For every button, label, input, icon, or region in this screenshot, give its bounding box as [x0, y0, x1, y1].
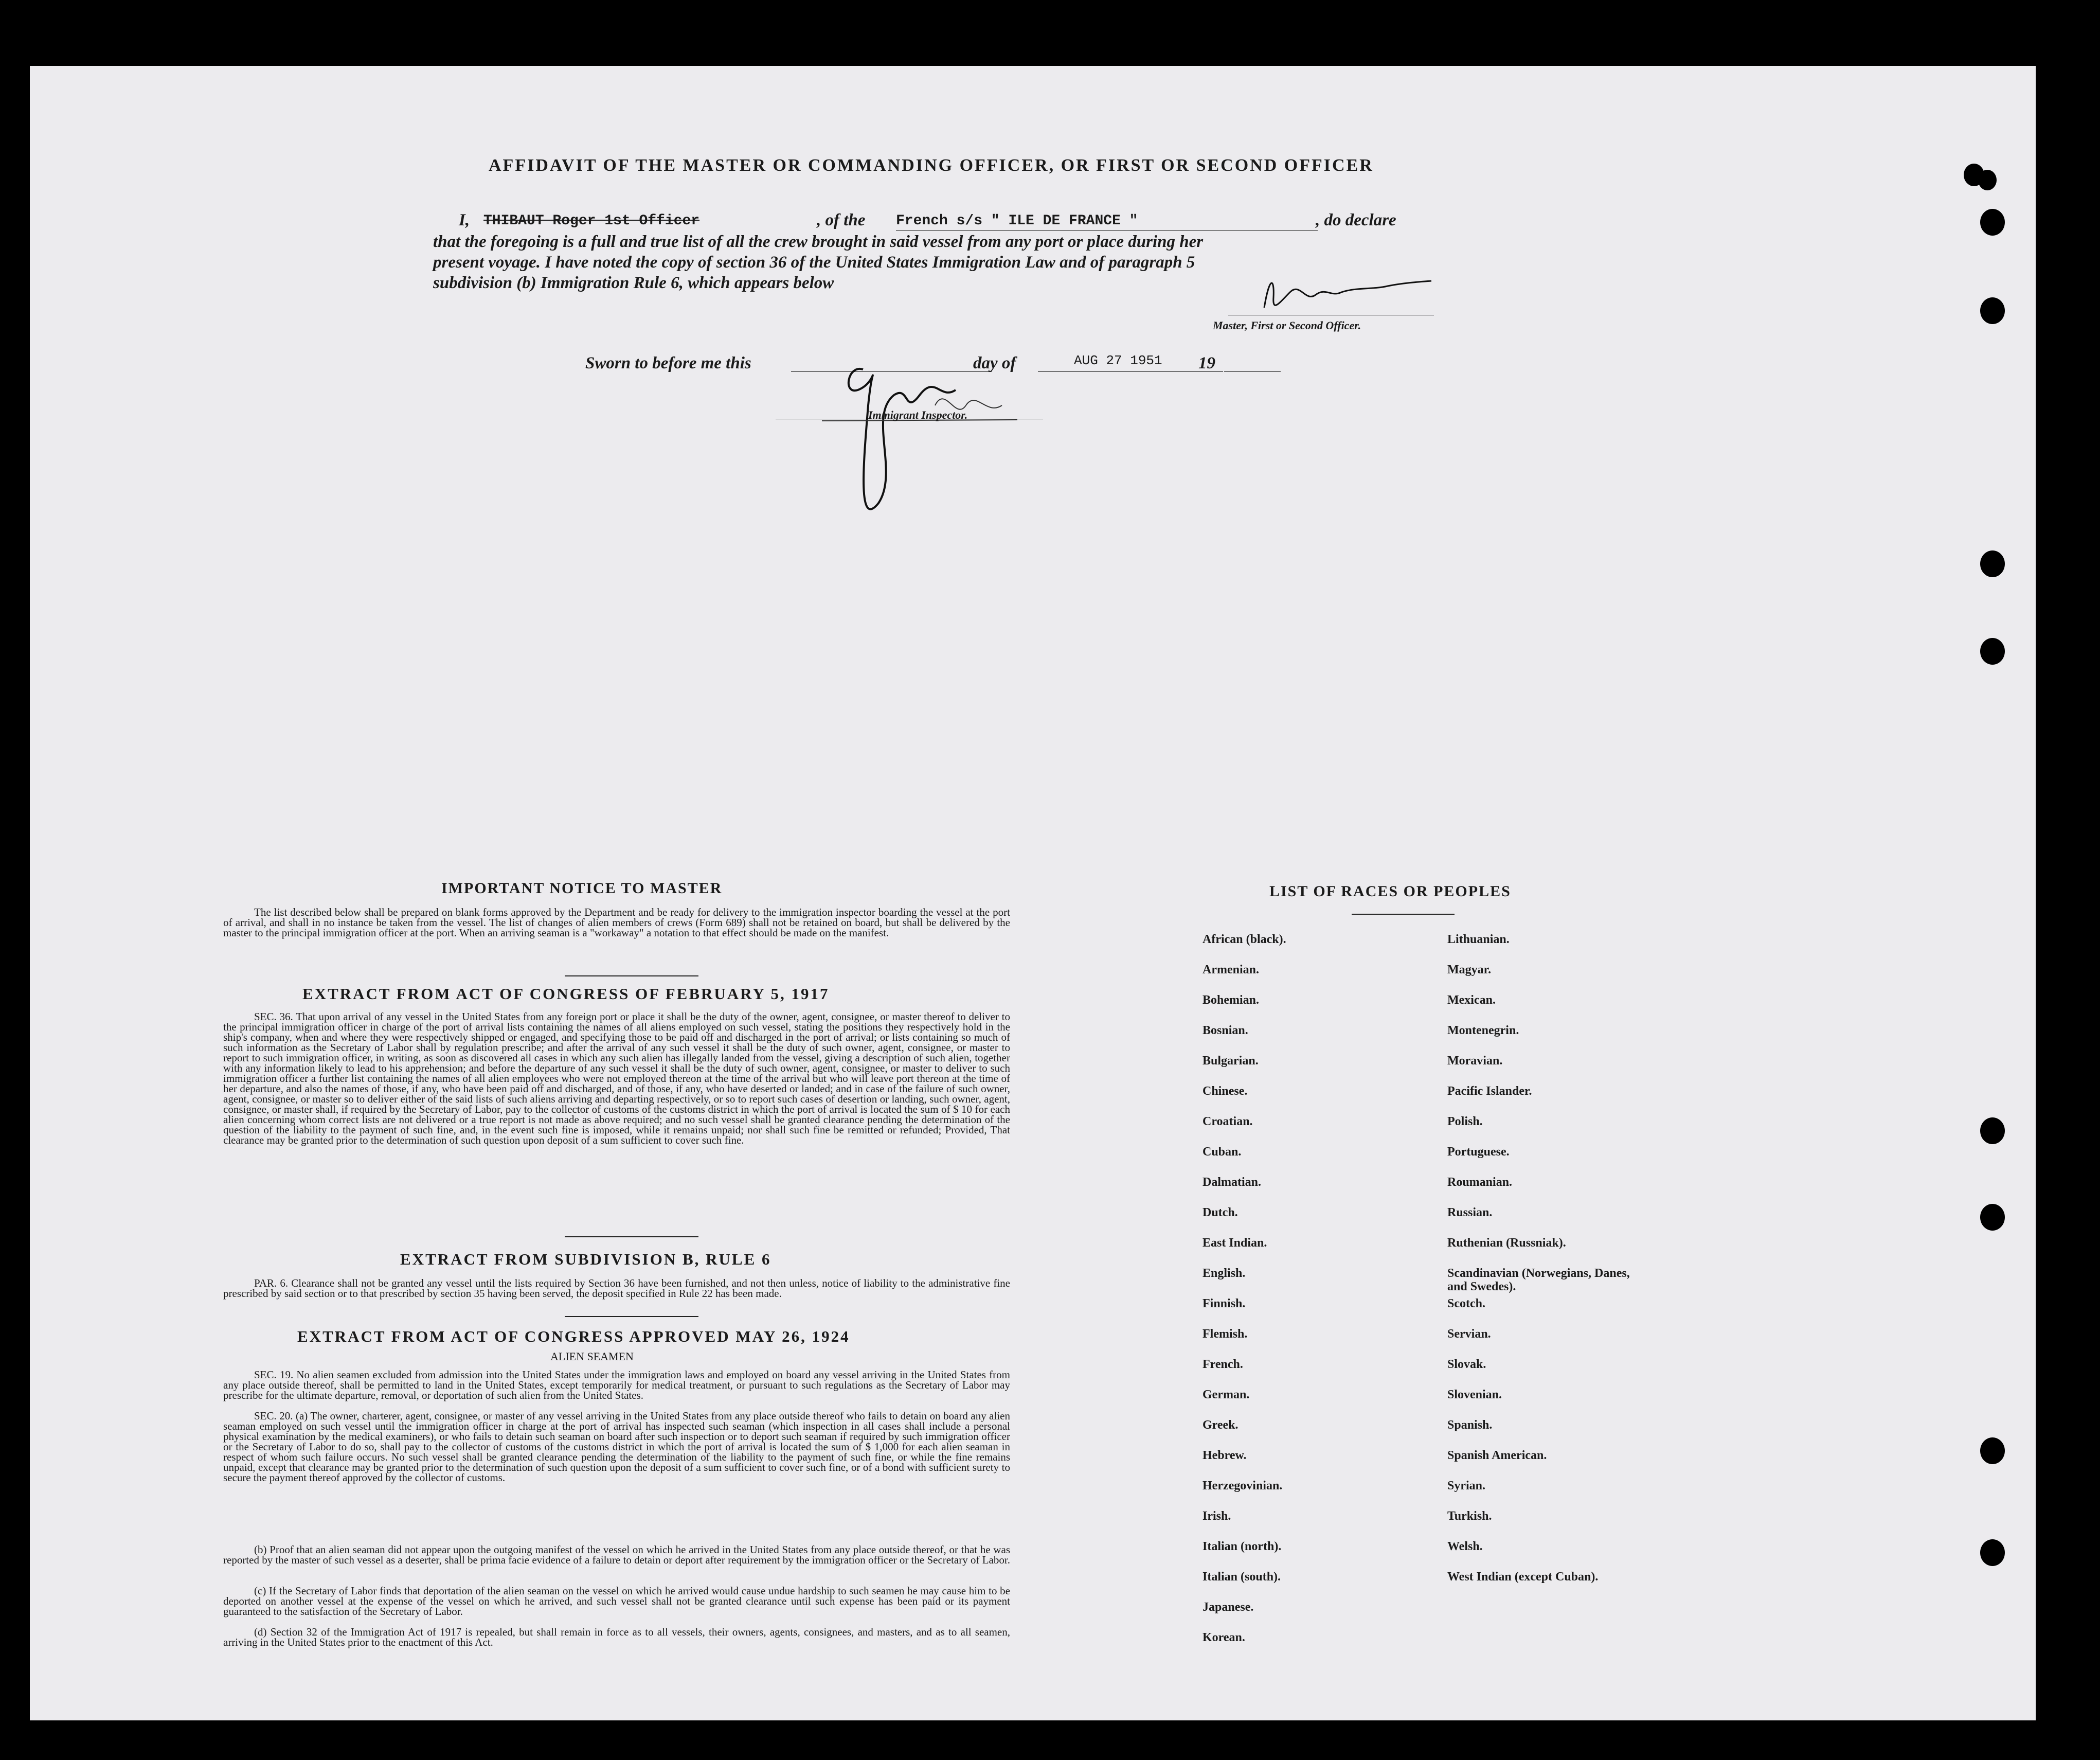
document-page	[30, 66, 2036, 1720]
race-item: Chinese.	[1202, 1085, 1248, 1098]
extract-1924-p2: SEC. 20. (a) The owner, charterer, agent, consignee, or master of any vessel arriving in the United States from any place outside thereof who fails to detain on board any alien seaman employed on such vessel until the immigration officer in charge at the port of arrival has inspected such seaman (which inspection in all cases shall include a personal physical examination by the medical examiners), or who fails to detain such seaman on board after such inspection or to deport such seaman if required by such immigration officer or the Secretary of Labor to do so, shall pay to the collector of customs of the customs district in which the port of arrival is located the sum of $ 1,000 for each alien seaman in respect of whom such failure occurs. No such vessel shall be granted clearance pending the determination of the liability to the payment of such fine, or while the fine remains unpaid, except that clearance may be granted prior to the determination of such question upon the deposit of a sum sufficient to cover such fine, or of a bond with sufficient surety to secure the payment thereof approved by the collector of customs.	[223, 1410, 1010, 1484]
race-item: Spanish.	[1447, 1418, 1493, 1432]
date-stamp: AUG 27 1951	[1074, 353, 1162, 368]
punch-hole	[1980, 1117, 2005, 1144]
race-item: Japanese.	[1202, 1601, 1254, 1614]
notice-rule	[565, 975, 698, 976]
affidavit-line-2: that the foregoing is a full and true list of all the crew brought in said vessel from any port or place during her	[433, 233, 1204, 251]
punch-hole	[1980, 297, 2005, 324]
affidavit-line-4: subdivision (b) Immigration Rule 6, which appears below	[433, 274, 834, 292]
of-the-text: , of the	[817, 211, 866, 229]
punch-hole	[1980, 550, 2005, 577]
race-item: Hebrew.	[1202, 1449, 1247, 1462]
race-item: Dutch.	[1202, 1206, 1238, 1219]
race-item: Korean.	[1202, 1631, 1245, 1644]
extract-1917-title: EXTRACT FROM ACT OF CONGRESS OF FEBRUARY 5, 1917	[302, 985, 830, 1003]
race-item: Polish.	[1447, 1115, 1483, 1128]
race-item: Syrian.	[1447, 1479, 1486, 1492]
race-item: Roumanian.	[1447, 1176, 1513, 1189]
affidavit-line-3: present voyage. I have noted the copy of section 36 of the United States Immigration Law and of paragraph 5	[433, 253, 1195, 272]
race-item: Montenegrin.	[1447, 1024, 1519, 1037]
race-item: Italian (south).	[1202, 1570, 1281, 1584]
race-item: Italian (north).	[1202, 1540, 1282, 1553]
race-item: African (black).	[1202, 933, 1286, 946]
race-item: Cuban.	[1202, 1145, 1242, 1159]
race-item: Welsh.	[1447, 1540, 1483, 1553]
extract-1924-p5: (d) Section 32 of the Immigration Act of 1917 is repealed, but shall remain in force as to all vessels, their owners, agents, consignees, and masters, and as to all seamen, arriving in the United States prior to the enactment of this Act.	[223, 1626, 1010, 1648]
race-item: Bosnian.	[1202, 1024, 1248, 1037]
race-item: German.	[1202, 1388, 1250, 1401]
extract-1924-subtitle: ALIEN SEAMEN	[550, 1350, 634, 1363]
extract-1924-p3: (b) Proof that an alien seaman did not appear upon the outgoing manifest of the vessel on which he arrived in the United States from any place outside thereof, or that he was reported by the master of such vessel as a deserter, shall be prima facie evidence of a failure to detain or deport after requirement by the immigration officer or the Secretary of Labor.	[223, 1543, 1010, 1566]
race-item: Ruthenian (Russniak).	[1447, 1236, 1566, 1250]
race-item: Irish.	[1202, 1509, 1231, 1523]
extract-1924-p1: SEC. 19. No alien seamen excluded from admission into the United States under the immigration laws and employed on board any vessel arriving in the United States from any place outside thereof, shall be permitted to land in the United States, except temporarily for medical treatment, or pursuant to such regulations as the Secretary of Labor may prescribe for the ultimate departure, removal, or deportation of such alien from the United States.	[223, 1368, 1010, 1401]
extract-1924-p4: (c) If the Secretary of Labor finds that deportation of the alien seaman on the vessel on which he arrived would cause undue hardship to such seamen he may cause him to be deported on another vessel at the expense of the vessel on which he arrived, and such vessel shall not be granted clearance until such expense has been paid or its payment guaranteed to the satisfaction of the Secretary of Labor.	[223, 1585, 1010, 1617]
inspector-caption: Immigrant Inspector.	[868, 408, 968, 421]
race-item: Scandinavian (Norwegians, Danes, and Swedes).	[1447, 1267, 1630, 1293]
extract-1917-rule	[565, 1236, 698, 1237]
affidavit-title: AFFIDAVIT OF THE MASTER OR COMMANDING OFFICER, OR FIRST OR SECOND OFFICER	[489, 156, 1374, 175]
race-item: English.	[1202, 1267, 1246, 1280]
race-item: Magyar.	[1447, 963, 1492, 976]
race-item: Bulgarian.	[1202, 1054, 1259, 1068]
extract-1924-title: EXTRACT FROM ACT OF CONGRESS APPROVED MAY 26, 1924	[297, 1327, 850, 1345]
race-item: Pacific Islander.	[1447, 1085, 1532, 1098]
race-item: Servian.	[1447, 1327, 1491, 1341]
race-item: Slovenian.	[1447, 1388, 1502, 1401]
punch-hole	[1980, 638, 2005, 665]
extract-1917-body: SEC. 36. That upon arrival of any vessel in the United States from any foreign port or place it shall be the duty of the owner, agent, consignee, or master thereof to deliver to the principal immigration officer in charge of the port of arrival lists containing the names of all aliens employed on such vessel, stating the positions they respectively hold in the ship's company, when and where they were respectively shipped or engaged, and specifying those to be paid off and discharged in the port of arrival; or lists containing so much of such information as the Secretary of Labor shall by regulation prescribe; and after the arrival of any such vessel it shall be the duty of such owner, agent, consignee, or master to report to such immigration officer, in writing, as soon as discovered all cases in which any such alien has illegally landed from the vessel, giving a description of such alien, together with any information likely to lead to his apprehension; and before the departure of any such vessel it shall be the duty of such owner, agent, consignee, or master to deliver to such immigration officer a further list containing the names of all alien employees who were not employed thereon at the time of the arrival but who will leave port thereon at the time of her departure, and also the names of those, if any, who have been paid off and discharged, and of those, if any, who have deserted or landed; and in case of the failure of such owner, agent, consignee, or master so to deliver either of the said lists of such aliens arriving and departing respectively, or so to report such cases of desertion or landing, such owner, agent, consignee, or master shall, if required by the Secretary of Labor, pay to the collector of customs of the customs district in which the port of arrival is located the sum of $ 10 for each alien concerning whom correct lists are not delivered or a true report is not made as above required; and no such vessel shall be granted clearance pending the determination of the question of the liability to the payment of such fine, and, in the event such fine is imposed, while it remains unpaid; nor shall such fine be remitted or refunded; Provided, That clearance may be granted prior to the determination of such question upon deposit of a sum sufficient to cover such fine.	[223, 1010, 1010, 1146]
vessel-name-typed: French s/s " ILE DE FRANCE "	[896, 213, 1138, 229]
races-rule	[1352, 914, 1455, 915]
officer-caption: Master, First or Second Officer.	[1213, 319, 1361, 332]
rule6-rule	[565, 1316, 698, 1317]
year-prefix: 19	[1198, 354, 1215, 372]
inspector-signature	[801, 333, 1069, 539]
races-title: LIST OF RACES OR PEOPLES	[1269, 883, 1511, 900]
year-line	[1224, 371, 1281, 372]
race-item: Flemish.	[1202, 1327, 1248, 1341]
race-item: Scotch.	[1447, 1297, 1485, 1310]
do-declare-text: , do declare	[1316, 211, 1396, 229]
rule6-title: EXTRACT FROM SUBDIVISION B, RULE 6	[400, 1250, 771, 1268]
race-item: Turkish.	[1447, 1509, 1492, 1523]
race-item: Spanish American.	[1447, 1449, 1547, 1462]
notice-title: IMPORTANT NOTICE TO MASTER	[441, 880, 723, 897]
notice-body: The list described below shall be prepared on blank forms approved by the Department and be ready for delivery to the immigration inspector boarding the vessel at the port of arrival, and shall in no instance be taken from the vessel. The list of changes of alien members of crews (Form 689) shall not be retained on board, but shall be delivered by the master to the principal immigration officer at the port. When an arriving seaman is a "workaway" a notation to that effect should be made on the manifest.	[223, 906, 1010, 939]
punch-hole	[1980, 1539, 2005, 1566]
race-item: Mexican.	[1447, 993, 1496, 1007]
punch-hole	[1978, 170, 1997, 190]
race-item: Armenian.	[1202, 963, 1259, 976]
punch-hole	[1980, 209, 2005, 236]
race-item: Bohemian.	[1202, 993, 1260, 1007]
race-item: Russian.	[1447, 1206, 1493, 1219]
race-item: Dalmatian.	[1202, 1176, 1261, 1189]
race-item: East Indian.	[1202, 1236, 1267, 1250]
race-item: Finnish.	[1202, 1297, 1246, 1310]
race-item: West Indian (except Cuban).	[1447, 1570, 1599, 1584]
race-item: Lithuanian.	[1447, 933, 1510, 946]
vessel-underline	[896, 230, 1318, 231]
affidavit-i: I,	[459, 211, 470, 229]
rule6-body: PAR. 6. Clearance shall not be granted any vessel until the lists required by Section 36 have been furnished, and not then unless, notice of liability to the administrative fine prescribed by said section or to that prescribed by section 35 having been served, the deposit specified in Rule 22 has been made.	[223, 1277, 1010, 1300]
punch-hole	[1980, 1204, 2005, 1231]
punch-hole	[1980, 1437, 2005, 1464]
race-item: Greek.	[1202, 1418, 1239, 1432]
race-item: Croatian.	[1202, 1115, 1253, 1128]
sworn-text: Sworn to before me this	[585, 354, 751, 372]
race-item: Moravian.	[1447, 1054, 1503, 1068]
race-item: French.	[1202, 1358, 1243, 1371]
day-of-text: day of	[973, 354, 1016, 372]
officer-name-typed: THIBAUT Roger 1st Officer	[483, 213, 700, 229]
race-item: Slovak.	[1447, 1358, 1486, 1371]
race-item: Herzegovinian.	[1202, 1479, 1283, 1492]
race-item: Portuguese.	[1447, 1145, 1510, 1159]
